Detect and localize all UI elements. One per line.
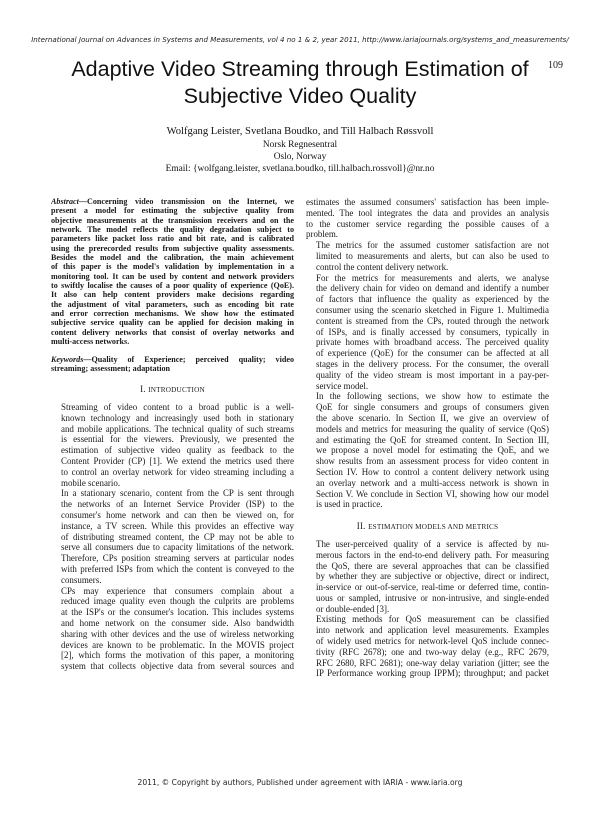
text-line: or double-ended [3]. <box>316 603 390 614</box>
text-line: estimates the assumed consumers' satisfaction has been imple- <box>306 197 549 207</box>
abstract-line: multi-access networks. <box>51 337 130 347</box>
abstract-line: objective measurements at the transmission receivers and on the <box>51 215 294 225</box>
author-names: Wolfgang Leister, Svetlana Boudko, and Till Halbach Røssvoll <box>166 126 434 137</box>
text-line: For the metrics for measurements and alerts, we analyse <box>316 272 549 283</box>
text-line: of distributing streamed content, the CP may not be able to <box>61 531 294 542</box>
text-line: [2], which forms the motivation of this paper, a monitoring <box>61 650 294 661</box>
text-line: the QoS, there are several approaches that can be classified <box>316 560 549 571</box>
text-line: tivity (RFC 2678); one and two-way delay (e.g., RFC 2679, <box>316 646 549 657</box>
text-line: into network and application level measurements. Examples <box>316 625 549 636</box>
text-line: Existing methods for QoS measurement can be classified <box>316 614 549 625</box>
text-line: RFC 2680, RFC 2681); one-way delay variation (jitter; see the <box>316 657 549 668</box>
paragraph <box>51 402 294 488</box>
abstract-line: present a model for estimating the subjective quality from <box>51 206 294 216</box>
abstract-line: subjective service quality can be applied for decision making in <box>51 318 294 328</box>
paragraph <box>306 197 549 240</box>
keywords-line: —Quality of Experience; perceived quality; video <box>83 354 294 364</box>
paper-title <box>40 56 560 110</box>
text-line: consumer's home network and can then be viewed on, for <box>61 509 294 520</box>
abstract-line: to swiftly localise the causes of a poor quality of experience (QoE). <box>51 281 294 291</box>
keywords-label: Keywords <box>51 354 84 364</box>
text-line: consumers. <box>61 574 102 585</box>
text-line: service model. <box>316 380 369 391</box>
text-line: Section IV. How to control a content delivery network using <box>316 466 549 477</box>
text-line: of ISPs, and is finally accessed by consumers, typically in <box>316 326 549 337</box>
text-line: uous or sampled, intrusive or non-intrusive, and single-ended <box>316 592 549 603</box>
text-line: In the following sections, we show how to estimate the <box>316 391 549 402</box>
text-line: reduced image quality even though the culprits are problems <box>61 596 294 607</box>
abstract-line: the adjustment of vital parameters, such as encoding bit rate <box>51 299 294 309</box>
abstract-line: and error correction mechanisms. We show how the estimated <box>51 309 294 319</box>
paragraph <box>306 240 549 272</box>
text-line: the networks of an Internet Service Provider (ISP) to the <box>61 499 294 510</box>
text-line: Therefore, CPs position streaming servers at particular nodes <box>61 553 294 564</box>
paragraph <box>51 586 294 672</box>
left-column <box>51 197 294 672</box>
section-number: II. <box>356 521 366 532</box>
section-title: INTRODUCTION <box>148 386 205 395</box>
text-line: is essential for the viewers. Previously, we presented the <box>61 434 294 445</box>
text-line: system that collects objective data from several sources and <box>61 661 294 672</box>
text-line: and estimating the QoE for streamed content. In Section III, <box>316 434 549 445</box>
text-line: mobile scenario. <box>61 477 121 488</box>
text-line: The metrics for the assumed customer satisfaction are not <box>316 240 549 251</box>
text-line: CPs may experience that consumers complain about a <box>61 585 294 596</box>
text-line: known technology and increasingly used both in stationary <box>61 412 294 423</box>
abstract-line: Besides the model and the calibration, the main achievement <box>51 253 294 263</box>
text-line: of factors that influence the quality as experienced by the <box>316 294 549 305</box>
abstract-line: using the prerecorded results from subjective quality assessments. <box>51 243 294 253</box>
abstract <box>51 197 294 347</box>
text-line: QoE for single consumers and groups of consumers given <box>316 402 549 413</box>
text-line: by whether they are subjective or objective, direct or indirect, <box>316 571 549 582</box>
text-line: sharing with other devices and the use of wireless networking <box>61 628 294 639</box>
text-line: Streaming of video content to a broad public is a well- <box>61 401 294 412</box>
author-city: Oslo, Norway <box>273 152 327 162</box>
text-line: we propose a novel model for estimating the QoE, and we <box>316 445 549 456</box>
text-line: limited to measurements and alerts, but can also be used to <box>316 250 549 261</box>
text-line: IP Performance working group IPPM); throughput; and packet <box>316 668 549 679</box>
text-line: is used in practice. <box>316 499 383 510</box>
abstract-line: content delivery networks that consist of overlay networks and <box>51 327 294 337</box>
text-line: stages in the delivery process. For the consumer, the overall <box>316 358 549 369</box>
section-heading <box>306 521 549 533</box>
abstract-line: monitoring tool. It can be used by content and network providers <box>51 271 294 281</box>
text-line: merous factors in the end-to-end delivery path. For measuring <box>316 549 549 560</box>
text-line: the above scenario. In Section II, we give an overview of <box>316 412 549 423</box>
text-line: Section V. We conclude in Section VI, showing how our model <box>316 488 549 499</box>
paragraph <box>306 391 549 510</box>
text-line: In a stationary scenario, content from the CP is sent through <box>61 488 294 499</box>
author-email: Email: {wolfgang.leister, svetlana.boudko, till.halbach.rossvoll}@nr.no <box>165 164 435 174</box>
text-line: problem. <box>306 229 339 240</box>
text-line: at the ISP's or the consumer's location. This includes systems <box>61 607 294 618</box>
text-line: of experience (QoE) for the consumer can be affected at all <box>316 348 549 359</box>
abstract-line: network. The model reflects the quality degradation subject to <box>51 225 294 235</box>
author-organization: Norsk Regnesentral <box>262 140 338 150</box>
text-line: serve all consumers due to capacity limitations of the network. <box>61 542 294 553</box>
section-number: I. <box>140 384 146 395</box>
paragraph <box>306 614 549 679</box>
text-line: consumer using the scenario sketched in Figure 1. Multimedia <box>316 304 549 315</box>
abstract-line: of this paper is the model's validation by implementation in a <box>51 262 294 272</box>
text-line: of widely used metrics for network-level QoS include connec- <box>316 636 549 647</box>
text-line: mented. The tool integrates the data and provides an analysis <box>306 207 549 218</box>
text-line: and home network on the consumer side. Also bandwidth <box>61 617 294 628</box>
keywords-line: streaming; assessment; adaptation <box>51 363 171 373</box>
title-line: Subjective Video Quality <box>183 84 417 108</box>
text-line: to control an overlay network for video streaming including a <box>61 466 294 477</box>
text-line: the delivery chain for video on demand and identify a number <box>316 283 549 294</box>
text-line: to the customer service regarding the possible causes of a <box>306 218 549 229</box>
text-line: quality of the video stream is most important in a pay-per- <box>316 369 549 380</box>
abstract-label: Abstract <box>51 197 79 206</box>
title-line: Adaptive Video Streaming through Estimation of <box>71 57 529 81</box>
keywords <box>51 355 294 374</box>
paragraph <box>51 488 294 585</box>
paragraph <box>306 273 549 392</box>
journal-header: International Journal on Advances in Systems and Measurements, vol 4 no 1 & 2, year 2011, http://www.iariajournals.org/systems_and_measurements/ <box>31 35 569 44</box>
text-line: instance, a TV screen. While this provides an effective way <box>61 520 294 531</box>
abstract-line: It also can help content providers make decisions regarding <box>51 290 294 300</box>
text-line: in-service or out-of-service, real-time or deferred time, contin- <box>316 582 549 593</box>
text-line: with preferred ISPs from which the content is conveyed to the <box>61 563 294 574</box>
paragraph <box>306 539 549 615</box>
text-line: The user-perceived quality of a service is affected by nu- <box>316 538 549 549</box>
text-line: devices are known to be problematic. In the MOVIS project <box>61 639 294 650</box>
text-line: content is streamed from the CPs, routed through the network <box>316 315 549 326</box>
page-footer: 2011, © Copyright by authors, Published under agreement with IARIA - www.iaria.org <box>137 778 463 787</box>
author-block <box>0 125 600 175</box>
text-line: control the content delivery network. <box>316 261 449 272</box>
text-line: Content Provider (CP) [1]. We extend the metrics used there <box>61 455 294 466</box>
text-line: estimation of subjective video quality as feedback to the <box>61 445 294 456</box>
page-number: 109 <box>548 60 563 71</box>
abstract-line: parameters like packet loss ratio and bit rate, and is calibrated <box>51 234 294 244</box>
abstract-line: —Concerning video transmission on the Internet, we <box>78 197 294 206</box>
text-line: show results from an assessment process for video content in <box>316 456 549 467</box>
text-line: an overlay network and a multi-access network is shown in <box>316 477 549 488</box>
text-line: and mobile applications. The technical quality of such streams <box>61 423 294 434</box>
right-column <box>306 197 549 679</box>
text-line: private homes with broadband access. The perceived quality <box>316 337 549 348</box>
section-title: ESTIMATION MODELS AND METRICS <box>368 523 499 532</box>
text-line: models and metrics for measuring the quality of service (QoS) <box>316 423 549 434</box>
section-heading <box>51 384 294 396</box>
